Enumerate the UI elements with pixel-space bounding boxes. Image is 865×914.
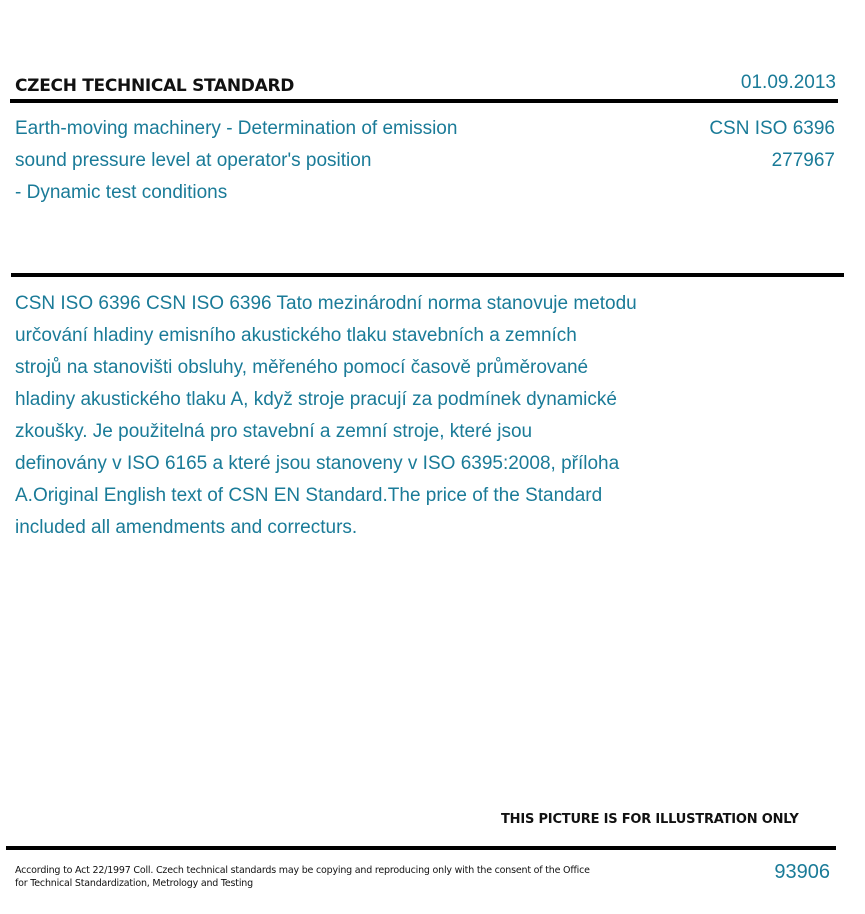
title-line: - Dynamic test conditions: [15, 182, 228, 203]
publication-date: 01.09.2013: [740, 72, 836, 93]
document-code: 93906: [774, 861, 830, 883]
document-type-label: CZECH TECHNICAL STANDARD: [15, 76, 295, 96]
description-line: included all amendments and correcturs.: [15, 517, 358, 538]
description-line: definovány v ISO 6165 a které jsou stanoveny v ISO 6395:2008, příloha: [15, 453, 620, 474]
title-line: sound pressure level at operator's position: [15, 150, 372, 171]
copyright-line: According to Act 22/1997 Coll. Czech technical standards may be copying and reproducing only with the consent of the Office: [15, 865, 590, 876]
description-line: A.Original English text of CSN EN Standard.The price of the Standard: [15, 485, 603, 506]
description-line: strojů na stanovišti obsluhy, měřeného pomocí časově průměrované: [15, 357, 589, 378]
description-line: hladiny akustického tlaku A, když stroje pracují za podmínek dynamické: [15, 389, 617, 410]
catalog-number: 277967: [771, 150, 835, 171]
header-divider: [10, 99, 838, 103]
description-line: určování hladiny emisního akustického tlaku stavebních a zemních: [15, 325, 577, 346]
illustration-disclaimer: THIS PICTURE IS FOR ILLUSTRATION ONLY: [501, 812, 799, 827]
description-line: zkoušky. Je použitelná pro stavební a zemní stroje, které jsou: [15, 421, 533, 442]
standard-description: [15, 288, 775, 544]
standard-identifiers: [709, 113, 835, 177]
standard-designation: CSN ISO 6396: [709, 118, 835, 139]
standard-title: [15, 113, 575, 209]
copyright-note: [15, 864, 615, 890]
footer-divider: [6, 846, 836, 850]
title-line: Earth-moving machinery - Determination of emission: [15, 118, 458, 139]
title-divider: [11, 273, 844, 277]
description-line: CSN ISO 6396 CSN ISO 6396 Tato mezinárodní norma stanovuje metodu: [15, 293, 637, 314]
copyright-line: for Technical Standardization, Metrology and Testing: [15, 878, 253, 889]
